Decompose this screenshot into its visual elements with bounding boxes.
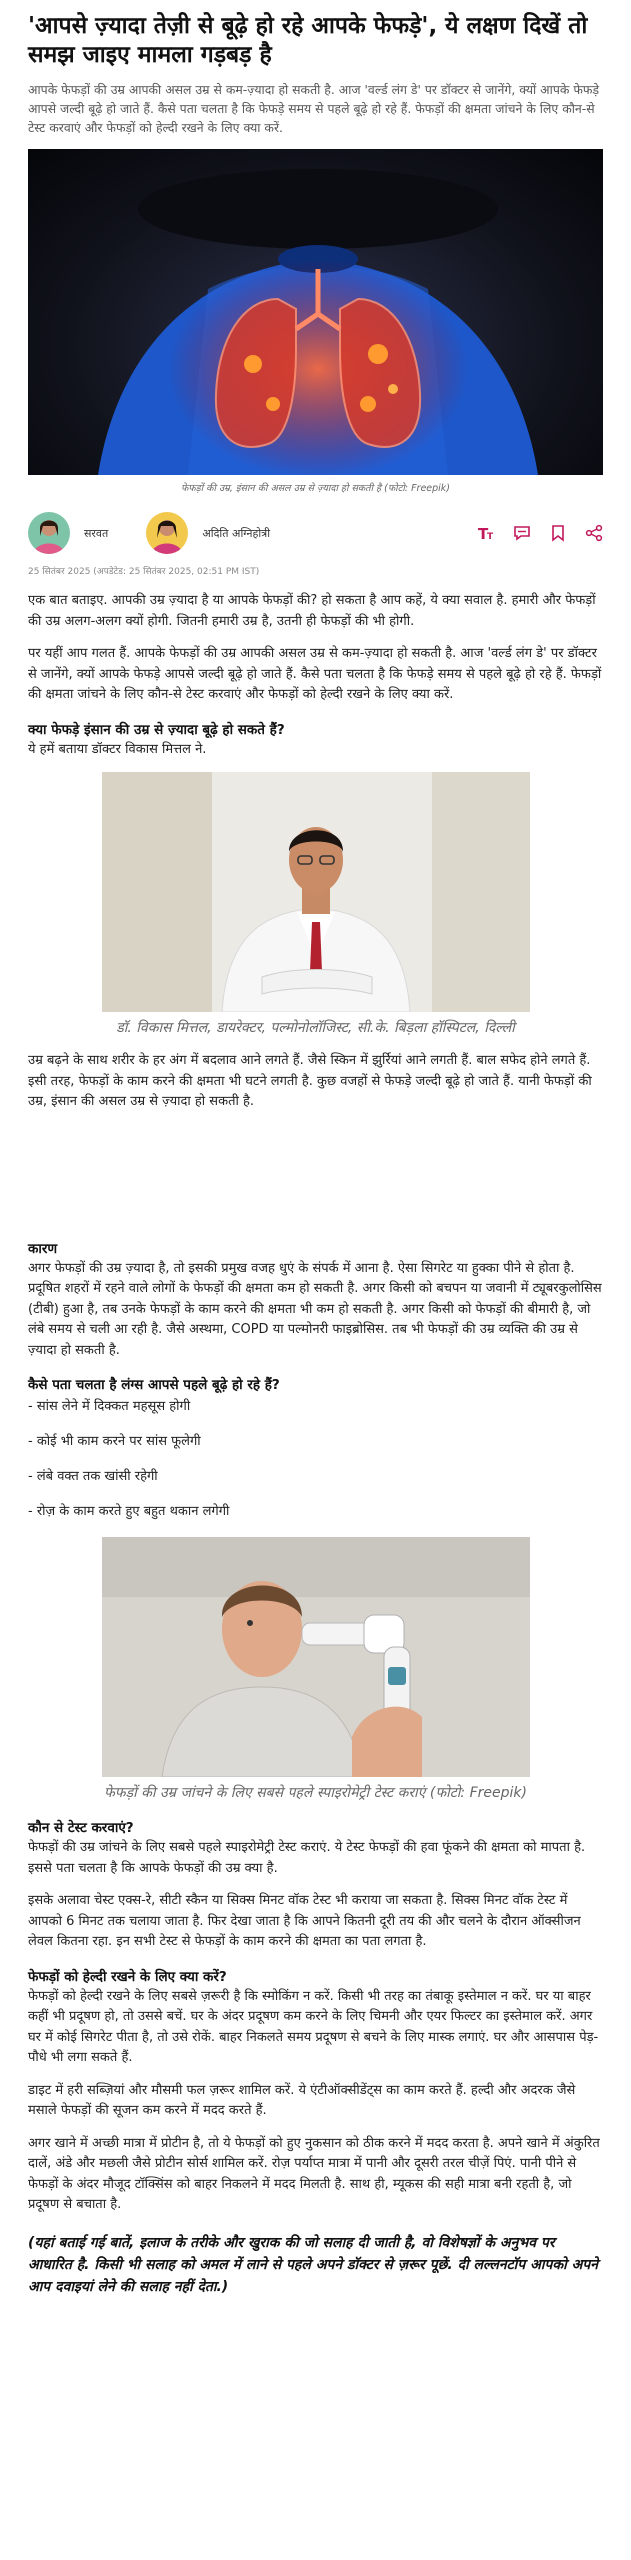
text-size-icon[interactable] xyxy=(477,524,495,542)
avatar xyxy=(146,512,188,554)
paragraph: अगर खाने में अच्छी मात्रा में प्रोटीन है, तो ये फेफड़ों को हुए नुकसान को ठीक करने में मदद करता है. अपने खाने में अंकुरित दालें, अंडे और मछली जैसे प्रोटीन सोर्स शामिल करें. रोज़ पर्याप्त मात्रा में पानी और दूसरी तरल चीज़ें पिएं. पानी पीने से फेफड़ों के अंदर मौजूद टॉक्सिंस को बाहर निकलने में मदद मिलती है. साथ ही, म्यूकस की सही मात्रा बनी रहती है, जो प्रदूषण से बचाता है. xyxy=(28,2135,600,2212)
author-name: सरवत xyxy=(84,526,109,540)
comment-icon[interactable] xyxy=(513,524,531,542)
paragraph: डाइट में हरी सब्ज़ियां और मौसमी फल ज़रूर शामिल करें. ये एंटीऑक्सीडेंट्स का काम करते हैं. हल्दी और अदरक जैसे मसाले फेफड़ों की सूजन कम करने में मदद करते हैं. xyxy=(28,2082,576,2118)
paragraph: उम्र बढ़ने के साथ शरीर के हर अंग में बदलाव आने लगते हैं. जैसे स्किन में झुर्रियां आने लगती हैं. बाल सफेद होने लगते हैं. इसी तरह, फेफड़ों के काम करने की क्षमता भी घटने लगती है. कुछ वजहों से फेफड़े जल्दी बूढ़े हो जाते हैं. यानी फेफड़ों की उम्र, इंसान की असल उम्र से ज़्यादा हो सकती है. xyxy=(28,1053,592,1109)
spirometry-caption: फेफड़ों की उम्र जांचने के लिए सबसे पहले स्पाइरोमेट्री टेस्ट कराएं (फोटो: Freepik) xyxy=(104,1785,527,1801)
svg-text:T: T xyxy=(487,532,494,542)
list-item: - लंबे वक्त तक खांसी रहेगी xyxy=(28,1469,158,1484)
paragraph: ये हमें बताया डॉक्टर विकास मित्तल ने. xyxy=(28,741,207,757)
section-heading: कौन से टेस्ट करवाएं? xyxy=(28,1820,134,1836)
ad-spacer xyxy=(28,1125,603,1225)
symptom-list xyxy=(28,1397,603,1522)
list-item: - सांस लेने में दिक्कत महसूस होगी xyxy=(28,1399,191,1414)
paragraph: फेफड़ों को हेल्दी रखने के लिए सबसे ज़रूरी है कि स्मोकिंग न करें. किसी भी तरह का तंबाकू इस्तेमाल न करें. घर या बाहर कहीं भी प्रदूषण हो, तो उससे बचें. घर के अंदर प्रदूषण कम करने के लिए चिमनी और एयर फिल्टर का इस्तेमाल करें. अगर घर में कोई सिगरेट पीता है, तो उसे रोकें. बाहर निकलते समय प्रदूषण से बचने के लिए मास्क लगाएं. घर और आसपास पेड़-पौधे भी लगा सकते हैं. xyxy=(28,1988,599,2065)
bookmark-icon[interactable] xyxy=(549,524,567,542)
paragraph: इसके अलावा चेस्ट एक्स-रे, सीटी स्कैन या सिक्स मिनट वॉक टेस्ट भी कराया जा सकता है. सिक्स मिनट वॉक टेस्ट में आपको 6 मिनट तक चलाया जाता है. फिर देखा जाता है कि आपने कितनी दूरी तय की और चलने के दौरान ऑक्सीजन लेवल कितना रहा. इन सभी टेस्ट से फेफड़ों के काम करने की क्षमता का पता लगता है. xyxy=(28,1893,581,1949)
article-title: 'आपसे ज़्यादा तेज़ी से बूढ़े हो रहे आपके फेफड़े', ये लक्षण दिखें तो समझ जाइए मामला गड़बड़ है xyxy=(28,13,588,68)
section-heading: फेफड़ों को हेल्दी रखने के लिए क्या करें? xyxy=(28,1968,227,1985)
author-2[interactable] xyxy=(146,512,270,554)
doctor-photo xyxy=(102,772,530,1012)
svg-text:T: T xyxy=(478,525,489,542)
disclaimer: (यहां बताई गई बातें, इलाज के तरीके और खुराक की जो सलाह दी जाती है, वो विशेषज्ञों के अनुभव पर आधारित है. किसी भी सलाह को अमल में लाने से पहले अपने डॉक्टर से ज़रूर पूछें. दी लल्लनटॉप आपको अपने आप दवाइयां लेने की सलाह नहीं देता.) xyxy=(28,2234,599,2295)
author-bar xyxy=(28,508,603,558)
section-heading: कारण xyxy=(28,1240,58,1257)
paragraph: पर यहीं आप गलत हैं. आपके फेफड़ों की उम्र आपकी असल उम्र से कम-ज़्यादा हो सकती है. आज 'वर्ल्ड लंग डे' पर डॉक्टर से जानेंगे, क्यों आपके फेफड़े आपसे जल्दी बूढ़े हो जाते हैं. कैसे पता चलता है कि फेफड़े समय से पहले बूढ़े हो रहे हैं. फेफड़ों की क्षमता जांचने के लिए कौन-से टेस्ट करवाएं और फेफड़ों को हेल्दी रखने के लिए क्या करें. xyxy=(28,646,602,702)
paragraph: एक बात बताइए. आपकी उम्र ज़्यादा है या आपके फेफड़ों की? हो सकता है आप कहें, ये क्या सवाल है. हमारी और फेफड़ों की उम्र अलग-अलग क्यों होगी. जितनी हमारी उम्र है, उतनी ही फेफड़ों की भी होगी. xyxy=(28,593,596,629)
list-item: - रोज़ के काम करते हुए बहुत थकान लगेगी xyxy=(28,1504,230,1519)
avatar xyxy=(28,512,70,554)
share-icon[interactable] xyxy=(585,524,603,542)
paragraph: अगर फेफड़ों की उम्र ज़्यादा है, तो इसकी प्रमुख वजह धुएं के संपर्क में आना है. ऐसा सिगरेट या हुक्का पीने से होता है. प्रदूषित शहरों में रहने वाले लोगों के फेफड़ों की क्षमता कम हो सकती है. अगर किसी को बचपन या जवानी में ट्यूबरकुलोसिस (टीबी) हुआ है, तब उनके फेफड़ों के काम करने की क्षमता भी कम हो सकती है. अगर किसी को फेफड़ों की बीमारी है, जो लंबे समय से चली आ रही है. जैसे अस्थमा, COPD या पल्मोनरी फाइब्रोसिस. तब भी फेफड़ों की उम्र व्यक्ति की उम्र से ज़्यादा हो सकती है. xyxy=(28,1260,602,1358)
article-tools xyxy=(477,524,603,542)
section-heading: क्या फेफड़े इंसान की उम्र से ज़्यादा बूढ़े हो सकते हैं? xyxy=(28,721,285,738)
article-summary: आपके फेफड़ों की उम्र आपकी असल उम्र से कम-ज़्यादा हो सकती है. आज 'वर्ल्ड लंग डे' पर डॉक्टर से जानेंगे, क्यों आपके फेफड़े आपसे जल्दी बूढ़े हो जाते हैं. कैसे पता चलता है कि फेफड़े समय से पहले बूढ़े हो रहे हैं. फेफड़ों की क्षमता जांचने के लिए कौन-से टेस्ट करवाएं और फेफड़ों को हेल्दी रखने के लिए क्या करें. xyxy=(28,82,600,135)
doctor-caption: डॉ. विकास मित्तल, डायरेक्टर, पल्मोनोलॉजिस्ट, सी.के. बिड़ला हॉस्पिटल, दिल्ली xyxy=(116,1020,515,1036)
dateline: 25 सितंबर 2025 (अपडेटेड: 25 सितंबर 2025, 02:51 PM IST) xyxy=(28,567,260,577)
spirometry-photo xyxy=(102,1537,530,1777)
hero-image xyxy=(28,149,603,475)
lungs-illustration xyxy=(28,149,603,475)
author-name: अदिति अग्निहोत्री xyxy=(202,526,271,540)
author-1[interactable] xyxy=(28,512,108,554)
hero-caption: फेफड़ों की उम्र, इंसान की असल उम्र से ज़्यादा हो सकती है (फोटो: Freepik) xyxy=(180,483,451,494)
paragraph: फेफड़ों की उम्र जांचने के लिए सबसे पहले स्पाइरोमेट्री टेस्ट कराएं. ये टेस्ट फेफड़ों की हवा फूंकने की क्षमता को मापता है. इससे पता चलता है कि आपके फेफड़ों की उम्र क्या है. xyxy=(28,1840,586,1876)
list-item: - कोई भी काम करने पर सांस फूलेगी xyxy=(28,1434,201,1449)
section-heading: कैसे पता चलता है लंग्स आपसे पहले बूढ़े हो रहे हैं? xyxy=(28,1377,280,1393)
